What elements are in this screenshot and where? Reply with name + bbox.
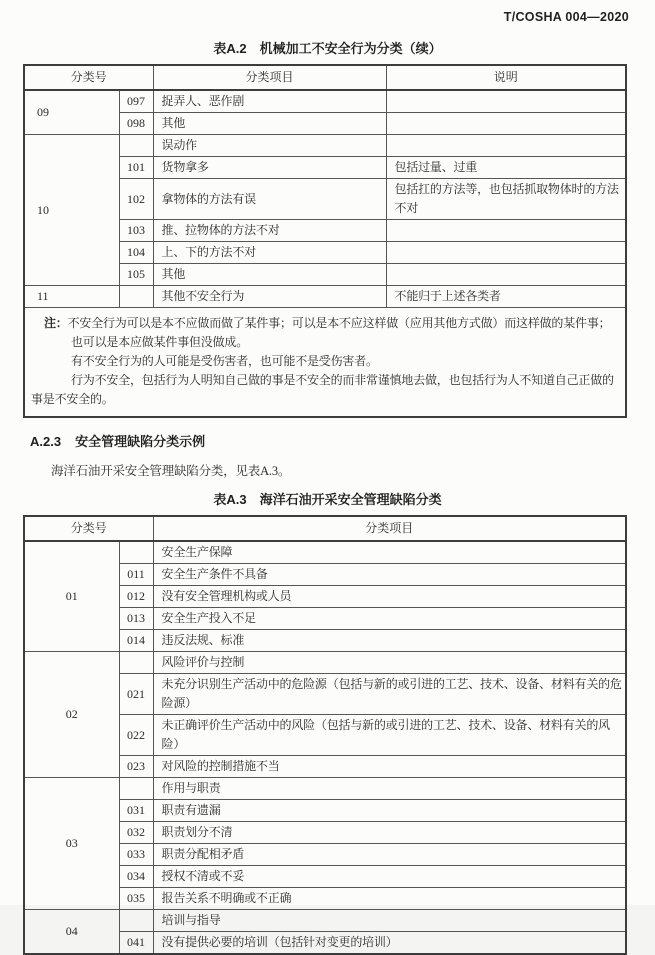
col-header-class-no: 分类号 bbox=[24, 516, 153, 541]
col-header-note: 说明 bbox=[386, 65, 626, 90]
table-row bbox=[24, 778, 626, 800]
section-number: A.2.3 bbox=[30, 434, 62, 449]
item-cell: 推、拉物体的方法不对 bbox=[153, 220, 386, 242]
table-row bbox=[24, 286, 626, 308]
table-a3-caption: 表A.3 海洋石油开采安全管理缺陷分类 bbox=[213, 492, 442, 507]
item-cell: 误动作 bbox=[153, 135, 386, 157]
item-cell: 安全生产保障 bbox=[153, 541, 626, 564]
code-cell: 041 bbox=[119, 932, 153, 955]
standard-number: T/COSHA 004—2020 bbox=[503, 10, 629, 24]
table-row bbox=[24, 90, 626, 113]
item-cell: 未充分识别生产活动中的危险源（包括与新的或引进的工艺、技术、设备、材料有关的危险源） bbox=[153, 674, 626, 715]
group-no-cell: 02 bbox=[24, 652, 119, 778]
item-cell: 其他 bbox=[153, 113, 386, 135]
item-cell: 安全生产条件不具备 bbox=[153, 564, 626, 586]
table-row bbox=[24, 135, 626, 157]
code-cell: 014 bbox=[119, 630, 153, 652]
code-cell: 105 bbox=[119, 264, 153, 286]
code-cell: 011 bbox=[119, 564, 153, 586]
table-a2-header-row bbox=[24, 65, 626, 90]
item-cell: 捉弄人、恶作剧 bbox=[153, 90, 386, 113]
item-cell: 上、下的方法不对 bbox=[153, 242, 386, 264]
code-cell bbox=[119, 778, 153, 800]
table-a3 bbox=[23, 515, 627, 955]
section-paragraph: 海洋石油开采安全管理缺陷分类，见表A.3。 bbox=[51, 464, 291, 478]
table-row bbox=[24, 910, 626, 932]
table-footnote-row bbox=[24, 308, 626, 418]
item-cell: 货物拿多 bbox=[153, 157, 386, 179]
code-cell: 033 bbox=[119, 844, 153, 866]
footnote-label: 注： bbox=[44, 316, 68, 330]
code-cell: 031 bbox=[119, 800, 153, 822]
item-cell: 对风险的控制措施不当 bbox=[153, 756, 626, 778]
note-cell bbox=[386, 113, 626, 135]
item-cell: 未正确评价生产活动中的风险（包括与新的或引进的工艺、技术、设备、材料有关的风险） bbox=[153, 715, 626, 756]
table-a2-footnote bbox=[24, 308, 626, 418]
code-cell: 023 bbox=[119, 756, 153, 778]
code-cell: 034 bbox=[119, 866, 153, 888]
col-header-item: 分类项目 bbox=[153, 516, 626, 541]
table-a2-caption: 表A.2 机械加工不安全行为分类（续） bbox=[213, 41, 442, 56]
item-cell: 没有提供必要的培训（包括针对变更的培训） bbox=[153, 932, 626, 955]
code-cell: 035 bbox=[119, 888, 153, 910]
section-title: 安全管理缺陷分类示例 bbox=[75, 434, 206, 449]
table-a2 bbox=[23, 64, 627, 418]
code-cell: 021 bbox=[119, 674, 153, 715]
item-cell: 职责划分不清 bbox=[153, 822, 626, 844]
item-cell: 报告关系不明确或不正确 bbox=[153, 888, 626, 910]
note-cell bbox=[386, 135, 626, 157]
note-cell bbox=[386, 90, 626, 113]
col-header-item: 分类项目 bbox=[153, 65, 386, 90]
group-no-cell: 04 bbox=[24, 910, 119, 955]
footnote-paragraph: 行为不安全，包括行为人明知自己做的事是不安全的而非常谨慎地去做，也包括行为人不知道自己正做的事是不安全的。 bbox=[31, 373, 614, 406]
code-cell bbox=[119, 910, 153, 932]
code-cell bbox=[119, 135, 153, 157]
item-cell: 培训与指导 bbox=[153, 910, 626, 932]
group-no-cell: 01 bbox=[24, 541, 119, 652]
table-row bbox=[24, 652, 626, 674]
item-cell: 授权不清或不妥 bbox=[153, 866, 626, 888]
note-cell: 包括扛的方法等，也包括抓取物体时的方法不对 bbox=[386, 179, 626, 220]
code-cell: 013 bbox=[119, 608, 153, 630]
item-cell: 拿物体的方法有误 bbox=[153, 179, 386, 220]
code-cell bbox=[119, 286, 153, 308]
item-cell: 职责有遗漏 bbox=[153, 800, 626, 822]
item-cell: 其他 bbox=[153, 264, 386, 286]
table-row bbox=[24, 541, 626, 564]
group-no-cell: 09 bbox=[24, 90, 119, 135]
item-cell: 风险评价与控制 bbox=[153, 652, 626, 674]
code-cell: 103 bbox=[119, 220, 153, 242]
col-header-class-no: 分类号 bbox=[24, 65, 153, 90]
group-no-cell: 03 bbox=[24, 778, 119, 910]
note-cell bbox=[386, 220, 626, 242]
item-cell: 作用与职责 bbox=[153, 778, 626, 800]
code-cell: 104 bbox=[119, 242, 153, 264]
item-cell: 职责分配相矛盾 bbox=[153, 844, 626, 866]
code-cell: 097 bbox=[119, 90, 153, 113]
footnote-text: 不安全行为可以是本不应做而做了某件事；可以是本不应这样做（应用其他方式做）而这样做的某件事；也可以是本应做某件事但没做成。 bbox=[67, 316, 611, 349]
note-cell bbox=[386, 242, 626, 264]
code-cell bbox=[119, 541, 153, 564]
table-a3-header-row bbox=[24, 516, 626, 541]
note-cell: 包括过量、过重 bbox=[386, 157, 626, 179]
code-cell: 032 bbox=[119, 822, 153, 844]
code-cell: 102 bbox=[119, 179, 153, 220]
group-no-cell: 10 bbox=[24, 135, 119, 286]
section-heading bbox=[30, 431, 655, 450]
note-cell: 不能归于上述各类者 bbox=[386, 286, 626, 308]
code-cell: 098 bbox=[119, 113, 153, 135]
code-cell: 022 bbox=[119, 715, 153, 756]
code-cell: 101 bbox=[119, 157, 153, 179]
footnote-paragraph bbox=[31, 314, 619, 352]
footnote-paragraph: 有不安全行为的人可能是受伤害者，也可能不是受伤害者。 bbox=[71, 354, 378, 368]
group-no-cell: 11 bbox=[24, 286, 119, 308]
item-cell: 违反法规、标准 bbox=[153, 630, 626, 652]
item-cell: 其他不安全行为 bbox=[153, 286, 386, 308]
item-cell: 安全生产投入不足 bbox=[153, 608, 626, 630]
code-cell: 012 bbox=[119, 586, 153, 608]
document-header bbox=[0, 0, 655, 23]
note-cell bbox=[386, 264, 626, 286]
item-cell: 没有安全管理机构或人员 bbox=[153, 586, 626, 608]
code-cell bbox=[119, 652, 153, 674]
